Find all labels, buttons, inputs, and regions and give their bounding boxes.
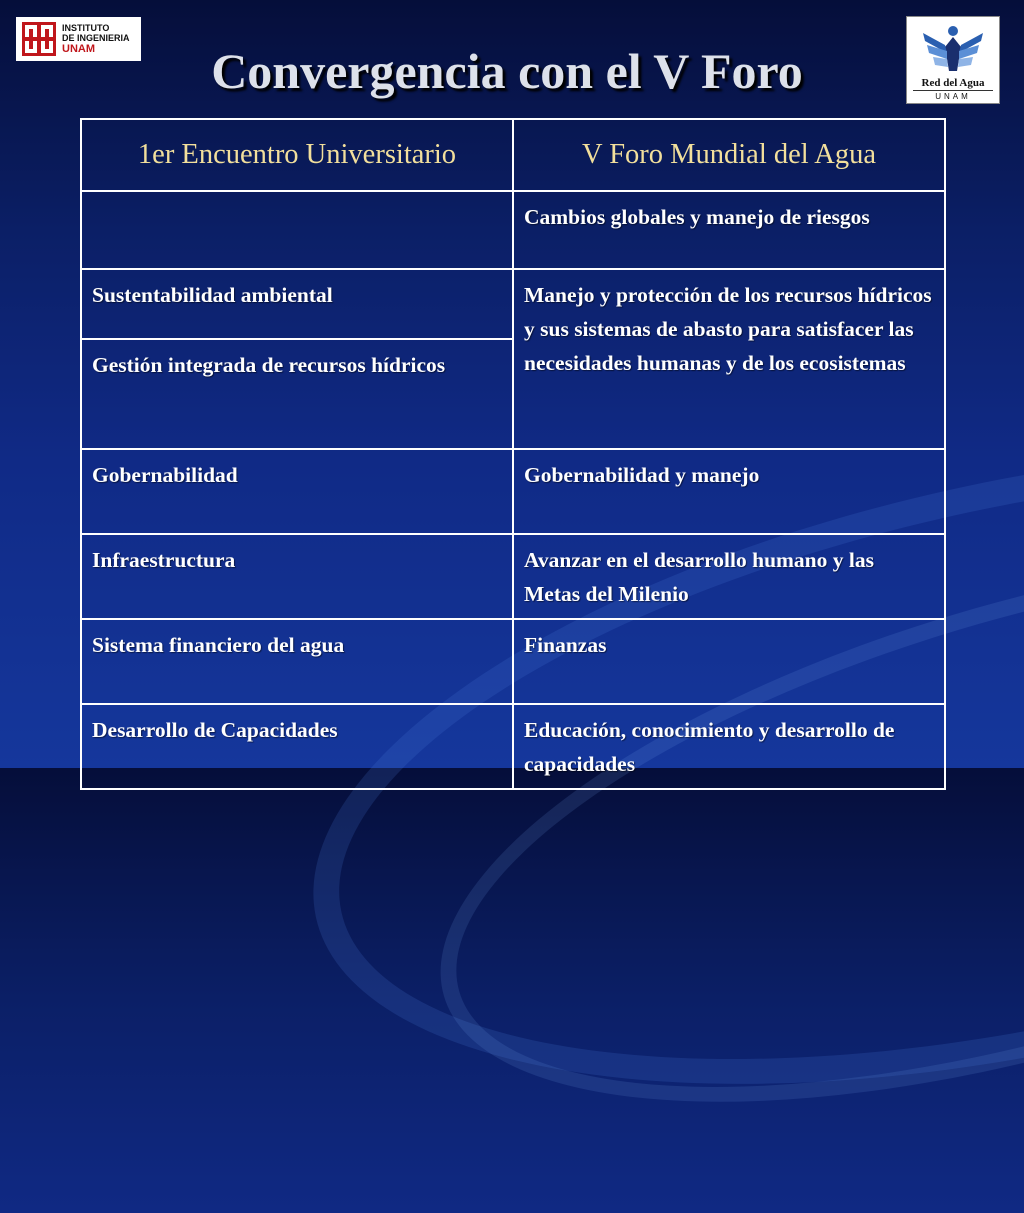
table-cell: Educación, conocimiento y desarrollo de capacidades [513,704,945,789]
table-cell: Finanzas [513,619,945,704]
table-header-row [81,119,945,191]
table-cell: Infraestructura [81,534,513,619]
table-row [81,704,945,789]
table-cell: Sistema financiero del agua [81,619,513,704]
logo-right-sub: UNAM [913,90,993,102]
logo-right-name: Red del Agua [921,77,985,89]
header-encuentro: 1er Encuentro Universitario [81,119,513,191]
table-row [81,191,945,269]
table-cell: Gestión integrada de recursos hídricos [81,339,513,449]
header-foro: V Foro Mundial del Agua [513,119,945,191]
table-cell: Cambios globales y manejo de riesgos [513,191,945,269]
table-row [81,269,945,339]
table-cell [81,191,513,269]
table-cell: Desarrollo de Capacidades [81,704,513,789]
table-row [81,449,945,534]
logo-left-line3: UNAM [62,43,95,55]
comparison-table [80,118,946,790]
table-cell-merged: Manejo y protección de los recursos hídricos y sus sistemas de abasto para satisfacer las necesidades humanas y de los ecosistemas [513,269,945,449]
table-row [81,534,945,619]
table-cell: Sustentabilidad ambiental [81,269,513,339]
logo-left-line2: DE INGENIERIA [62,33,130,43]
slide-title: Convergencia con el V Foro [211,43,803,99]
table-row [81,619,945,704]
logo-left-line1: INSTITUTO [62,23,110,33]
table-cell: Avanzar en el desarrollo humano y las Metas del Milenio [513,534,945,619]
table-cell: Gobernabilidad [81,449,513,534]
table-cell: Gobernabilidad y manejo [513,449,945,534]
